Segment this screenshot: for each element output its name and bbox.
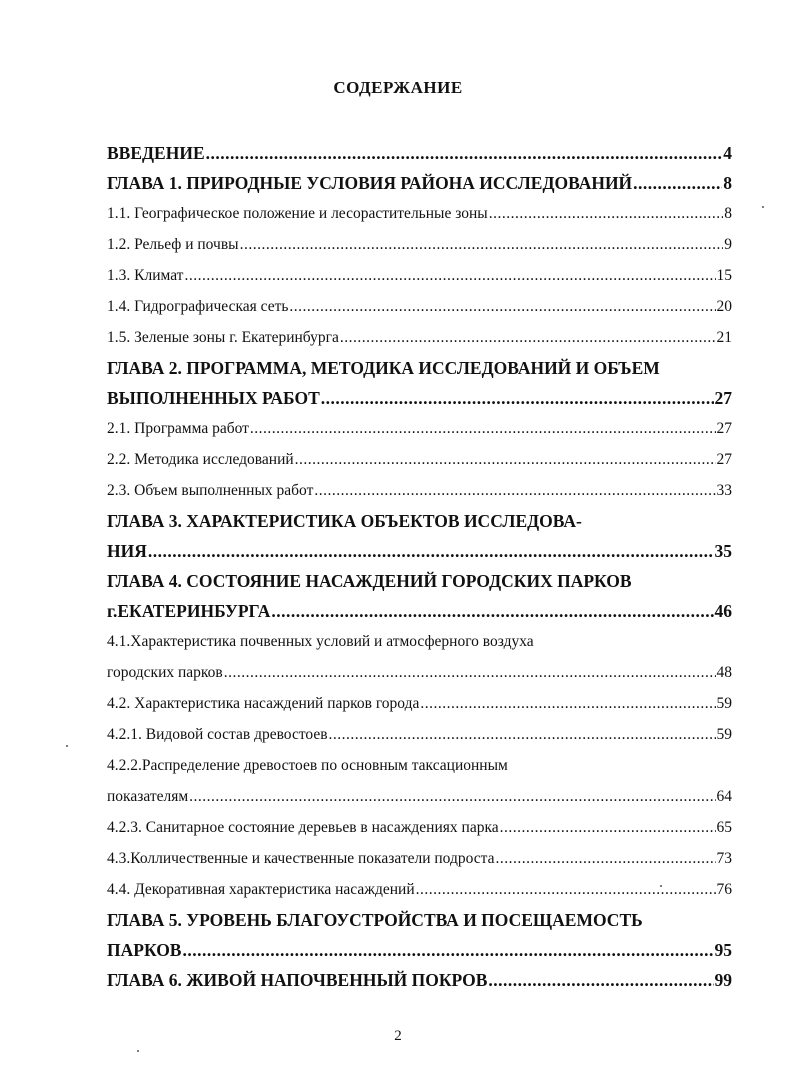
toc-entry-page: 59 <box>716 695 732 712</box>
toc-entry-label: 1.3. Климат <box>107 267 184 284</box>
toc-section-entry <box>107 444 732 475</box>
toc-entry-label: показателям <box>107 788 189 805</box>
scan-speck <box>762 206 764 208</box>
toc-section-entry <box>107 781 732 812</box>
toc-entry-label: 1.1. Географическое положение и лесорастительные зоны <box>107 205 488 222</box>
toc-entry-label: 4.2.3. Санитарное состояние деревьев в насаждениях парка <box>107 819 499 836</box>
toc-leader-dots <box>189 781 715 812</box>
toc-entry-page: 95 <box>714 940 732 960</box>
toc-entry-label: 1.2. Рельеф и почвы <box>107 236 239 253</box>
toc-chapter-entry <box>107 168 732 198</box>
toc-section-entry <box>107 413 732 444</box>
toc-entry-page: 8 <box>724 205 732 222</box>
toc-chapter-entry <box>107 596 732 626</box>
toc-entry-label: 1.4. Гидрографическая сеть <box>107 298 289 315</box>
toc-section-entry <box>107 260 732 291</box>
toc-entry-label: 4.3.Колличественные и качественные показатели подроста <box>107 850 495 867</box>
toc-leader-dots <box>488 965 713 995</box>
toc-entry-page: 76 <box>716 881 732 898</box>
toc-entry-label: 2.3. Объем выполненных работ <box>107 482 314 499</box>
toc-entry-label: 2.1. Программа работ <box>107 420 249 437</box>
toc-entry-page: 8 <box>723 173 732 193</box>
toc-section-entry <box>107 198 732 229</box>
toc-leader-dots <box>289 291 715 322</box>
toc-entry-page: 9 <box>724 236 732 253</box>
toc-entry-page: 20 <box>716 298 732 315</box>
toc-leader-dots <box>240 229 724 260</box>
toc-entry-label: ГЛАВА 2. ПРОГРАММА, МЕТОДИКА ИССЛЕДОВАНИЙ И ОБЪЕМ <box>107 358 660 378</box>
toc-section-entry <box>107 719 732 750</box>
toc-leader-dots <box>184 260 715 291</box>
toc-leader-dots <box>633 168 722 198</box>
toc-entry-label: 1.5. Зеленые зоны г. Екатеринбурга <box>107 329 339 346</box>
toc-entry-label: городских парков <box>107 664 223 681</box>
toc-section-entry <box>107 626 732 657</box>
toc-chapter-entry <box>107 965 732 995</box>
toc-entry-label: ВЫПОЛНЕННЫХ РАБОТ <box>107 388 320 408</box>
toc-chapter-entry <box>107 566 732 596</box>
toc-section-entry <box>107 322 732 353</box>
toc-section-entry <box>107 843 732 874</box>
toc-chapter-entry <box>107 536 732 566</box>
toc-chapter-entry <box>107 138 732 168</box>
toc-entry-page: 46 <box>714 601 732 621</box>
toc-entry-label: 4.2.1. Видовой состав древостоев <box>107 726 328 743</box>
toc-entry-label: 4.4. Декоративная характеристика насаждений <box>107 881 415 898</box>
toc-entry-page: 35 <box>714 541 732 561</box>
toc-entry-page: 73 <box>716 850 732 867</box>
toc-entry-page: 59 <box>716 726 732 743</box>
toc-section-entry <box>107 688 732 719</box>
table-of-contents <box>107 138 732 995</box>
toc-entry-label: ГЛАВА 5. УРОВЕНЬ БЛАГОУСТРОЙСТВА И ПОСЕЩАЕМОСТЬ <box>107 910 643 930</box>
toc-leader-dots <box>340 322 716 353</box>
toc-leader-dots <box>224 657 716 688</box>
toc-entry-label: 4.2. Характеристика насаждений парков города <box>107 695 420 712</box>
toc-entry-label: ГЛАВА 1. ПРИРОДНЫЕ УСЛОВИЯ РАЙОНА ИССЛЕДОВАНИЙ <box>107 173 633 193</box>
toc-chapter-entry <box>107 506 732 536</box>
scan-speck <box>137 1050 139 1052</box>
toc-entry-label: НИЯ <box>107 541 147 561</box>
toc-leader-dots <box>295 444 716 475</box>
toc-leader-dots <box>271 596 713 626</box>
toc-chapter-entry <box>107 383 732 413</box>
toc-leader-dots <box>416 874 716 905</box>
toc-leader-dots <box>420 688 715 719</box>
toc-leader-dots <box>182 935 713 965</box>
toc-entry-page: 33 <box>716 482 732 499</box>
toc-leader-dots <box>496 843 716 874</box>
toc-leader-dots <box>500 812 716 843</box>
toc-leader-dots <box>321 383 714 413</box>
toc-entry-page: 64 <box>716 788 732 805</box>
toc-entry-label: ГЛАВА 6. ЖИВОЙ НАПОЧВЕННЫЙ ПОКРОВ <box>107 970 488 990</box>
toc-entry-page: 27 <box>716 451 732 468</box>
toc-chapter-entry <box>107 905 732 935</box>
toc-section-entry <box>107 750 732 781</box>
toc-chapter-entry <box>107 935 732 965</box>
toc-entry-label: 4.1.Характеристика почвенных условий и атмосферного воздуха <box>107 633 534 650</box>
toc-leader-dots <box>329 719 716 750</box>
toc-leader-dots <box>250 413 716 444</box>
toc-section-entry <box>107 229 732 260</box>
toc-entry-label: 4.2.2.Распределение древостоев по основным таксационным <box>107 757 508 774</box>
toc-section-entry <box>107 475 732 506</box>
toc-entry-page: 21 <box>716 329 732 346</box>
toc-section-entry <box>107 657 732 688</box>
toc-section-entry <box>107 812 732 843</box>
toc-section-entry <box>107 874 732 905</box>
toc-leader-dots <box>314 475 715 506</box>
toc-leader-dots <box>206 138 723 168</box>
toc-chapter-entry <box>107 353 732 383</box>
toc-entry-page: 4 <box>723 143 732 163</box>
toc-leader-dots <box>489 198 724 229</box>
toc-entry-page: 48 <box>716 664 732 681</box>
page-title: СОДЕРЖАНИЕ <box>333 78 463 97</box>
toc-entry-page: 99 <box>714 970 732 990</box>
toc-entry-label: ГЛАВА 4. СОСТОЯНИЕ НАСАЖДЕНИЙ ГОРОДСКИХ ПАРКОВ <box>107 571 632 591</box>
page-number: 2 <box>394 1028 402 1044</box>
scan-speck <box>66 745 68 747</box>
toc-leader-dots <box>148 536 714 566</box>
scan-speck <box>660 885 662 887</box>
toc-entry-label: 2.2. Методика исследований <box>107 451 294 468</box>
toc-entry-page: 65 <box>716 819 732 836</box>
toc-entry-page: 27 <box>714 388 732 408</box>
toc-entry-label: ВВЕДЕНИЕ <box>107 143 205 163</box>
toc-entry-label: ПАРКОВ <box>107 940 182 960</box>
toc-entry-page: 27 <box>716 420 732 437</box>
toc-entry-page: 15 <box>716 267 732 284</box>
toc-section-entry <box>107 291 732 322</box>
toc-entry-label: ГЛАВА 3. ХАРАКТЕРИСТИКА ОБЪЕКТОВ ИССЛЕДОВА- <box>107 511 582 531</box>
toc-entry-label: г.ЕКАТЕРИНБУРГА <box>107 601 271 621</box>
